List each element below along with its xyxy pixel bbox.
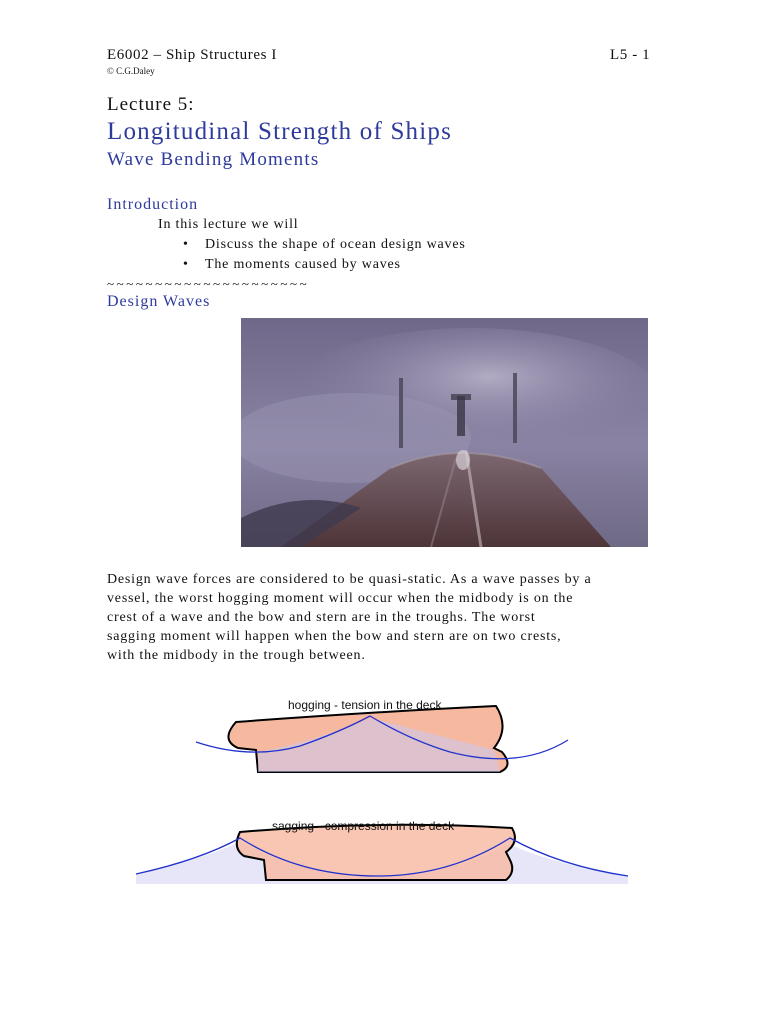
paragraph-line: Design wave forces are considered to be quasi-static. As a wave passes by a [107,572,592,587]
design-waves-heading: Design Waves [107,293,211,310]
sagging-label: sagging - compression in the deck [272,819,455,833]
intro-lead: In this lecture we will [158,217,299,232]
paragraph-line: sagging moment will happen when the bow and stern are on two crests, [107,629,562,644]
intro-bullet-item: • The moments caused by waves [183,255,466,275]
paragraph-line: with the midbody in the trough between. [107,648,366,663]
paragraph-line: crest of a wave and the bow and stern are in the troughs. The worst [107,610,536,625]
page-number: L5 - 1 [610,47,651,63]
lecture-title: Longitudinal Strength of Ships [107,118,453,145]
paragraph-line: vessel, the worst hogging moment will occur when the midbody is on the [107,591,574,606]
lecture-number: Lecture 5: [107,94,195,115]
sagging-figure [136,819,628,884]
sagging-hull [237,825,515,880]
hogging-figure [196,698,568,772]
intro-heading: Introduction [107,196,199,213]
course-header: E6002 – Ship Structures I [107,47,277,63]
intro-bullet-item: • Discuss the shape of ocean design waves [183,235,466,255]
lecture-subtitle: Wave Bending Moments [107,149,320,170]
section-divider: ~~~~~~~~~~~~~~~~~~~~~ [107,276,310,291]
hogging-label: hogging - tension in the deck [288,698,442,712]
copyright-notice: © C.G.Daley [107,66,155,76]
